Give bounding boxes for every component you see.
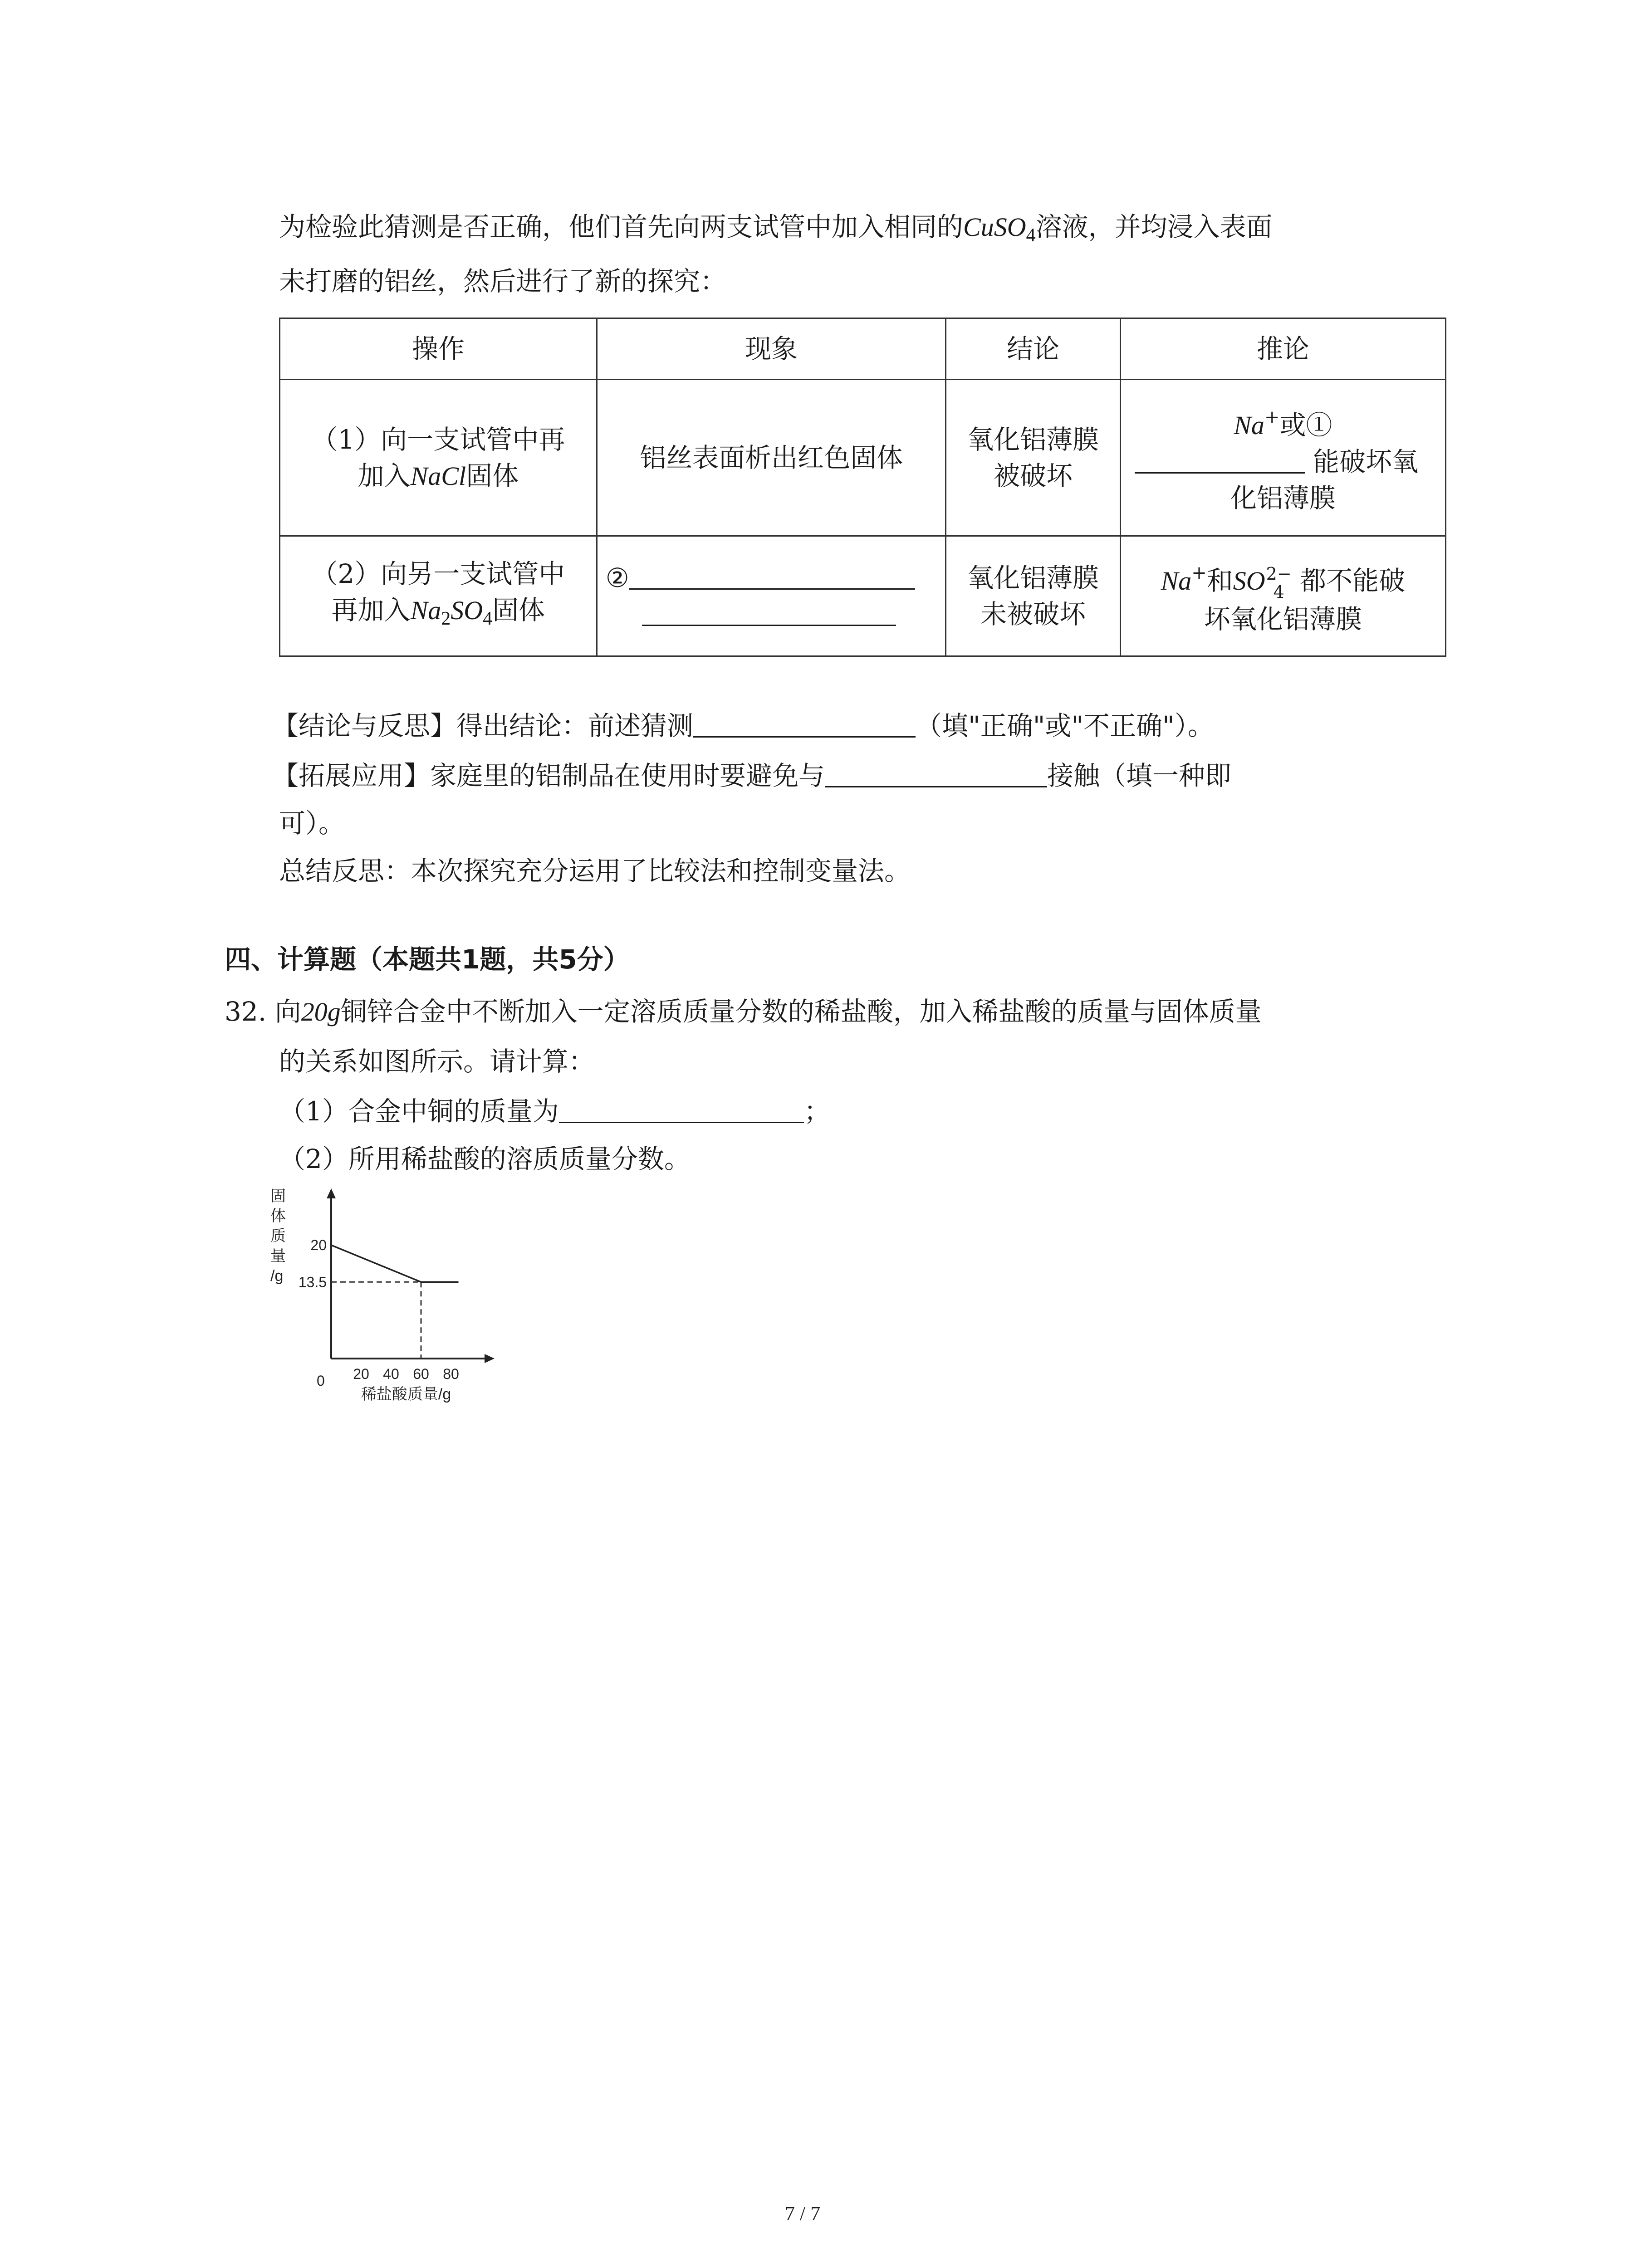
table-row bbox=[280, 536, 1446, 656]
y-axis-label-char: 固 bbox=[270, 1188, 286, 1205]
formula-sub-2: 2 bbox=[441, 608, 451, 629]
row2-inference-line1 bbox=[1129, 555, 1437, 601]
ion-so4: SO bbox=[1233, 566, 1265, 596]
row2-op-line2 bbox=[289, 592, 588, 637]
formula-na2so4 bbox=[410, 595, 493, 629]
row1-inference-line3: 化铝薄膜 bbox=[1230, 483, 1336, 513]
application-text-b: 接触（填一种即 bbox=[1047, 760, 1232, 791]
ion-so4-subscript: 4 bbox=[1273, 582, 1284, 602]
ion-charge: + bbox=[1264, 407, 1280, 428]
row1-conclusion-line1: 氧化铝薄膜 bbox=[967, 424, 1099, 455]
formula-na: Na bbox=[410, 595, 441, 625]
row2-conclusion bbox=[946, 536, 1120, 656]
formula-subscript: 4 bbox=[1026, 225, 1036, 246]
row1-conclusion-line2: 被破坏 bbox=[994, 460, 1073, 491]
blank-marker-2: ② bbox=[605, 562, 629, 593]
conclusion-line bbox=[272, 708, 1214, 744]
answer-blank-conclusion[interactable] bbox=[693, 709, 916, 738]
intro-line-1 bbox=[279, 209, 1273, 254]
blank-marker-1: 或① bbox=[1279, 410, 1332, 440]
section-title: 四、计算题（本题共1题，共5分） bbox=[225, 944, 630, 975]
application-line bbox=[272, 758, 1231, 794]
row2-operation bbox=[280, 536, 597, 656]
summary-line: 总结反思：本次探究充分运用了比较法和控制变量法。 bbox=[279, 855, 911, 886]
q32-line-1 bbox=[225, 993, 1262, 1030]
ion-na: Na bbox=[1161, 566, 1192, 596]
header-conclusion: 结论 bbox=[946, 318, 1120, 380]
row2-inference-tail: 都不能破 bbox=[1300, 565, 1406, 596]
row1-op-text-a: 加入 bbox=[358, 460, 411, 491]
q32-part2: （2）所用稀盐酸的溶质质量分数。 bbox=[279, 1144, 691, 1174]
q32-part1 bbox=[279, 1093, 830, 1129]
x-tick-label: 60 bbox=[413, 1366, 429, 1382]
row1-op-line1: （1）向一支试管中再 bbox=[311, 424, 565, 455]
series-line bbox=[331, 1245, 459, 1282]
row2-phenomenon-line2 bbox=[606, 596, 937, 632]
row2-inference-line2: 坏氧化铝薄膜 bbox=[1204, 603, 1362, 635]
intro-text-a: 为检验此猜测是否正确，他们首先向两支试管中加入相同的 bbox=[279, 211, 964, 242]
answer-blank-copper-mass[interactable] bbox=[559, 1095, 804, 1123]
row2-op-text-a: 再加入 bbox=[331, 594, 411, 626]
page-number: 7 / 7 bbox=[785, 2202, 821, 2224]
header-inference: 推论 bbox=[1120, 318, 1445, 380]
q32-text-a: 向 bbox=[274, 996, 301, 1027]
experiment-table bbox=[279, 318, 1446, 657]
q32-unit: g bbox=[327, 997, 341, 1026]
intro-line-2: 未打磨的铝丝，然后进行了新的探究： bbox=[279, 266, 727, 297]
row2-inference bbox=[1120, 536, 1445, 656]
y-tick-label: 20 bbox=[310, 1237, 327, 1253]
ion-so4-charge: 2− bbox=[1266, 563, 1292, 584]
row2-conclusion-line1: 氧化铝薄膜 bbox=[967, 562, 1099, 593]
formula-sub-4: 4 bbox=[483, 608, 493, 629]
y-axis-label-char: 质 bbox=[270, 1227, 286, 1245]
conclusion-text-a: 【结论与反思】得出结论：前述猜测 bbox=[272, 710, 694, 741]
q32-part1-end: ； bbox=[803, 1096, 830, 1127]
ion-so4-scripts bbox=[1266, 565, 1292, 601]
answer-blank-2[interactable] bbox=[629, 561, 915, 590]
row1-inference-line2 bbox=[1129, 444, 1437, 480]
ion-na: Na bbox=[1234, 411, 1264, 440]
q32-text-b: 铜锌合金中不断加入一定溶质质量分数的稀盐酸，加入稀盐酸的质量与固体质量 bbox=[340, 996, 1262, 1027]
answer-blank-2b[interactable] bbox=[642, 597, 896, 626]
row2-op-text-b: 固体 bbox=[492, 594, 545, 626]
y-axis-label-char: /g bbox=[270, 1267, 284, 1285]
formula-nacl: NaCl bbox=[410, 461, 466, 491]
header-operation: 操作 bbox=[280, 318, 597, 380]
q32-mass: 20 bbox=[301, 997, 328, 1026]
answer-blank-application[interactable] bbox=[825, 759, 1047, 787]
y-axis-label-char: 量 bbox=[270, 1247, 286, 1265]
row1-phenomenon: 铝丝表面析出红色固体 bbox=[597, 380, 946, 536]
x-tick-label: 40 bbox=[383, 1366, 399, 1382]
formula-so: SO bbox=[451, 595, 483, 625]
x-tick-label: 80 bbox=[443, 1366, 459, 1382]
formula-cuso-text: CuSO bbox=[963, 212, 1026, 242]
y-tick-label: 13.5 bbox=[298, 1274, 327, 1290]
row2-phenomenon-line1 bbox=[606, 560, 937, 596]
application-text-a: 【拓展应用】家庭里的铝制品在使用时要避免与 bbox=[272, 760, 825, 791]
origin-label: 0 bbox=[317, 1373, 325, 1389]
row1-inference-text: 能破坏氧 bbox=[1313, 446, 1419, 477]
row1-inference-line1 bbox=[1129, 399, 1437, 444]
mass-chart bbox=[254, 1179, 508, 1433]
table-row bbox=[280, 380, 1446, 536]
question-number: 32. bbox=[225, 996, 267, 1027]
row1-inference bbox=[1120, 380, 1445, 536]
x-tick-label: 20 bbox=[353, 1366, 369, 1382]
row2-conclusion-line2: 未被破坏 bbox=[980, 599, 1086, 630]
answer-blank-1[interactable] bbox=[1135, 445, 1305, 474]
table-header-row bbox=[280, 318, 1446, 380]
row1-op-text-b: 固体 bbox=[466, 460, 519, 491]
header-phenomenon: 现象 bbox=[597, 318, 946, 380]
row1-operation bbox=[280, 380, 597, 536]
formula-cuso4 bbox=[963, 212, 1036, 246]
row1-op-line2 bbox=[289, 458, 588, 494]
application-line-2: 可）。 bbox=[279, 808, 345, 839]
y-axis-arrow bbox=[327, 1188, 336, 1198]
y-axis-label-char: 体 bbox=[270, 1207, 286, 1225]
q32-line-2: 的关系如图所示。请计算： bbox=[279, 1046, 595, 1077]
row2-op-line1: （2）向另一支试管中 bbox=[311, 558, 565, 589]
x-axis-label: 稀盐酸质量/g bbox=[361, 1386, 451, 1403]
q32-part1-text: （1）合金中铜的质量为 bbox=[279, 1096, 559, 1127]
x-axis-arrow bbox=[485, 1354, 495, 1363]
and-text: 和 bbox=[1206, 565, 1233, 596]
ion-charge: + bbox=[1191, 562, 1207, 584]
row2-phenomenon bbox=[597, 536, 946, 656]
chart-root bbox=[270, 1188, 495, 1403]
conclusion-text-b: （填"正确"或"不正确"）。 bbox=[916, 710, 1214, 741]
row1-conclusion bbox=[946, 380, 1120, 536]
intro-text-b: 溶液，并均浸入表面 bbox=[1035, 211, 1273, 242]
